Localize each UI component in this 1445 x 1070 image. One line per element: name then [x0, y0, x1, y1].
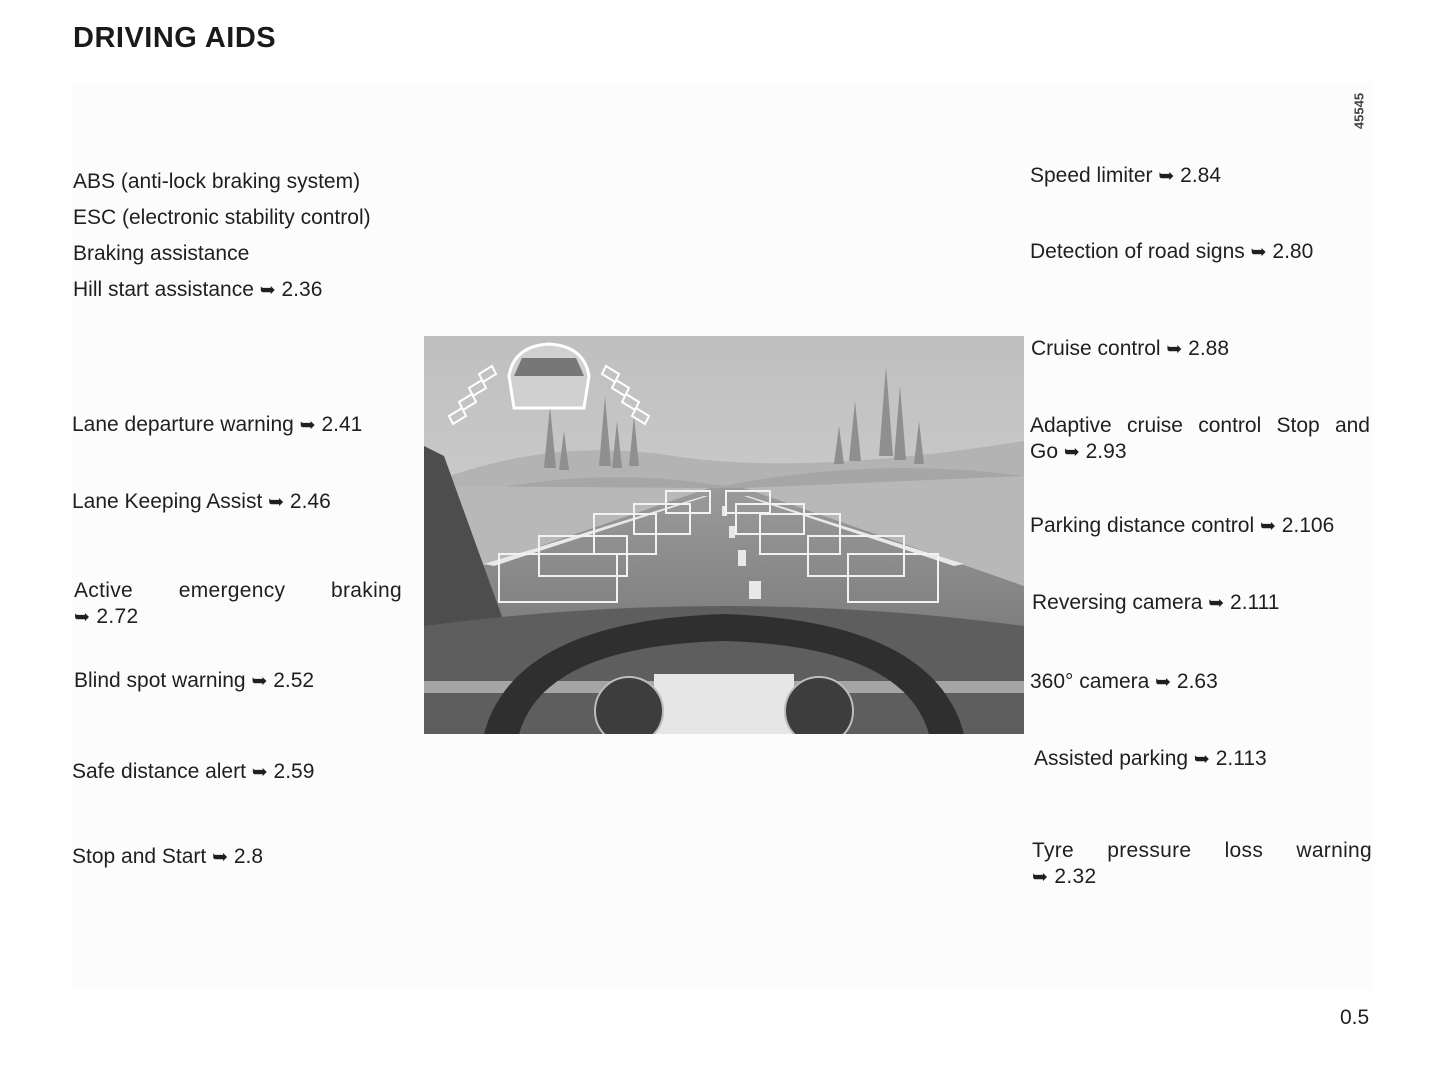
arrow-icon: ➥ [1063, 442, 1080, 463]
label-braking-assistance: Braking assistance [73, 242, 250, 265]
label-lane-departure-warning: Lane departure warning ➥ 2.41 [72, 413, 363, 436]
page-ref: 2.41 [321, 413, 363, 436]
label-reversing-camera: Reversing camera ➥ 2.111 [1032, 591, 1280, 614]
page-ref: 2.8 [233, 845, 264, 868]
label-speed-limiter: Speed limiter ➥ 2.84 [1030, 164, 1222, 187]
label-abs: ABS (anti-lock braking system) [73, 170, 361, 193]
page-ref: 2.52 [273, 669, 315, 692]
label-adaptive-cruise-control: Adaptive cruise control Stop and Go ➥ 2.93 [1030, 414, 1370, 463]
page-number: 0.5 [1340, 1006, 1370, 1029]
label-stop-and-start: Stop and Start ➥ 2.8 [72, 845, 264, 868]
label-assisted-parking: Assisted parking ➥ 2.113 [1034, 747, 1267, 770]
label-detection-of-road-signs: Detection of road signs ➥ 2.80 [1030, 240, 1314, 263]
driving-aids-illustration [424, 336, 1024, 734]
arrow-icon: ➥ [251, 762, 268, 783]
arrow-icon: ➥ [1032, 867, 1049, 888]
label-cruise-control: Cruise control ➥ 2.88 [1031, 337, 1230, 360]
arrow-icon: ➥ [1259, 516, 1276, 537]
page-ref: 2.46 [289, 490, 331, 513]
arrow-icon: ➥ [259, 280, 276, 301]
label-blind-spot-warning: Blind spot warning ➥ 2.52 [74, 669, 315, 692]
figure-reference: 45545 [1351, 92, 1367, 130]
instrument-cluster [595, 674, 853, 734]
label-tyre-pressure-loss-warning: Tyre pressure loss warning ➥ 2.32 [1032, 839, 1372, 888]
page-ref: 2.36 [281, 278, 323, 301]
arrow-icon: ➥ [251, 671, 268, 692]
page-ref: 2.111 [1230, 591, 1280, 614]
page-ref: 2.80 [1272, 240, 1314, 263]
car-icon [509, 344, 589, 408]
label-parking-distance-control: Parking distance control ➥ 2.106 [1030, 514, 1335, 537]
arrow-icon: ➥ [1208, 593, 1225, 614]
arrow-icon: ➥ [1250, 242, 1267, 263]
label-hill-start-assistance: Hill start assistance ➥ 2.36 [73, 278, 323, 301]
page-ref: 2.93 [1085, 440, 1127, 463]
page-ref: 2.113 [1215, 747, 1267, 770]
page-ref: 2.72 [96, 605, 139, 628]
arrow-icon: ➥ [268, 492, 285, 513]
page-ref: 2.32 [1054, 865, 1097, 888]
page-ref: 2.88 [1188, 337, 1230, 360]
page-ref: 2.84 [1180, 164, 1222, 187]
page-title: DRIVING AIDS [73, 22, 277, 54]
arrow-icon: ➥ [299, 415, 316, 436]
page-ref: 2.106 [1281, 514, 1335, 537]
arrow-icon: ➥ [1155, 672, 1172, 693]
label-360-camera: 360° camera ➥ 2.63 [1030, 670, 1218, 693]
arrow-icon: ➥ [74, 607, 91, 628]
arrow-icon: ➥ [1158, 166, 1175, 187]
label-esc: ESC (electronic stability control) [73, 206, 371, 229]
arrow-icon: ➥ [212, 847, 229, 868]
label-lane-keeping-assist: Lane Keeping Assist ➥ 2.46 [72, 490, 331, 513]
arrow-icon: ➥ [1193, 749, 1210, 770]
arrow-icon: ➥ [1166, 339, 1183, 360]
label-active-emergency-braking: Active emergency braking ➥ 2.72 [74, 579, 402, 628]
page-ref: 2.63 [1176, 670, 1218, 693]
label-safe-distance-alert: Safe distance alert ➥ 2.59 [72, 760, 315, 783]
page-ref: 2.59 [273, 760, 315, 783]
